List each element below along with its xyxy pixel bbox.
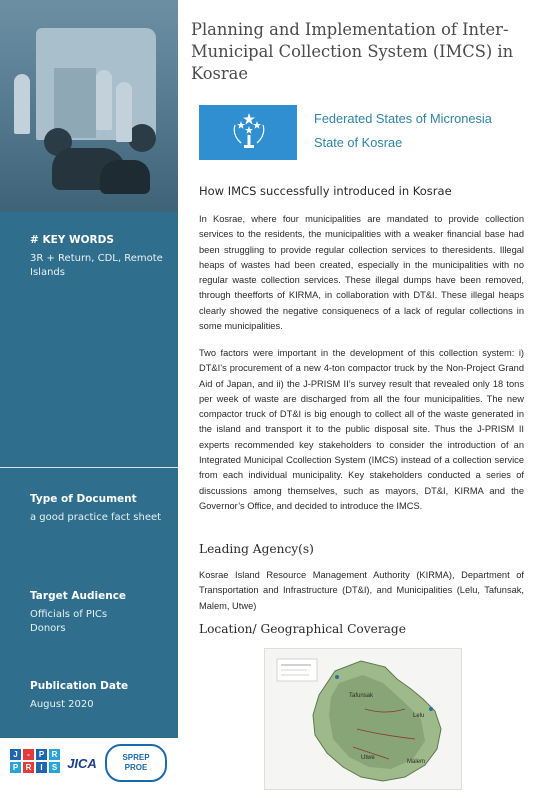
paragraph-intro: In Kosrae, where four municipalities are mandated to provide collection services to the residents, the municipalities with a weaker financial base had been struggling to provide regular collection services to theresidents. Illegal heaps of wastes had been created, especially in the municipalities with no regular waste collection services. These illegal dumps have been removed, through theefforts of KIRMA, in collaboration with DT&I. These illegal heaps clearly showed the negative consiquenecs of a lack of regular collections in some municipalities. — [199, 214, 524, 332]
worker-figure — [96, 70, 112, 130]
garbage-bags — [100, 160, 150, 194]
jprism-letter: P — [36, 749, 47, 760]
jprism-letter: S — [49, 762, 60, 773]
jprism-logo — [7, 744, 63, 778]
audience-title: Target Audience — [30, 590, 127, 602]
kosrae-island-map-icon — [265, 649, 461, 789]
paragraph-factors: Two factors were important in the development of this collection system: i) DT&I’s procurement of a new 4-ton compactor truck by the Non-Project Grand Aid of Japan, and ii) the J-PRISM II’s survey result that revealed only 18 tons per week of waste are discharged from all the four municipalities. The new compactor truck of DT&I is big enough to collect all of the waste generated in the island and transport it to the public disposal site. Thus the J-PRISM II experts recommended key stakeholders to consider the introduction of an Integrated Municipal Ccollection System (IMCS) instead of a collection service from each individual municipality. Key stakeholders conducted a series of discussions among themselves, such as mayors, DT&I, KIRMA and the Governor’s Office, and decided to introduce the IMCS. — [199, 348, 524, 511]
worker-figure — [116, 82, 132, 142]
proe-logo-text: PROE — [124, 763, 148, 772]
map-label-lelu: Lelu — [413, 713, 425, 719]
audience-block — [30, 589, 170, 635]
worker-figure — [14, 74, 30, 134]
jprism-letter: J — [10, 749, 21, 760]
map-label-utwe: Utwe — [361, 755, 375, 761]
jprism-letter: - — [23, 749, 34, 760]
state-name: State of Kosrae — [314, 135, 403, 150]
truck-wheel — [128, 124, 156, 152]
pubdate-block — [30, 679, 170, 712]
pubdate-title: Publication Date — [30, 680, 129, 692]
location-block — [314, 107, 492, 155]
map-label-tafunsak: Tafunsak — [349, 693, 374, 699]
jica-logo: JICA — [67, 755, 97, 771]
keywords-block — [30, 233, 170, 279]
sprep-logo-text: SPREP — [122, 753, 150, 762]
doc-type-title: Type of Document — [30, 493, 137, 505]
jprism-letter: I — [36, 762, 47, 773]
sidebar — [0, 0, 178, 798]
keywords-title: # KEY WORDS — [30, 234, 114, 246]
kosrae-flag-icon — [199, 105, 297, 160]
garbage-truck-photo — [0, 0, 178, 212]
map-label-malem: Malem — [407, 759, 426, 765]
keywords-text: 3R + Return, CDL, Remote Islands — [30, 253, 163, 278]
pubdate-text: August 2020 — [30, 699, 94, 710]
sprep-logo — [105, 744, 167, 782]
audience-line: Donors — [30, 622, 66, 634]
sidebar-divider — [0, 467, 178, 468]
section-heading-location: Location/ Geographical Coverage — [199, 622, 406, 636]
kosrae-map — [264, 648, 462, 790]
jprism-letter: P — [10, 762, 21, 773]
jprism-letter: R — [49, 749, 60, 760]
document-title: Planning and Implementation of Inter-Municipal Collection System (IMCS) in Kosrae — [191, 20, 514, 83]
country-name: Federated States of Micronesia — [314, 111, 492, 126]
audience-line: Officials of PICs — [30, 609, 108, 620]
doc-type-block — [30, 492, 170, 525]
partner-logos — [0, 738, 178, 798]
section-heading-how: How IMCS successfully introduced in Kosrae — [199, 184, 452, 198]
jprism-letter: R — [23, 762, 34, 773]
paragraph-agency: Kosrae Island Resource Management Authority (KIRMA), Department of Transportation and Infrastructure (DT&I), and Municipalities (Lelu, Tafunsak, Malem, Utwe) — [199, 570, 524, 611]
section-heading-agency: Leading Agency(s) — [199, 542, 314, 556]
doc-type-text: a good practice fact sheet — [30, 512, 162, 523]
flag-emblem-icon — [229, 111, 269, 151]
